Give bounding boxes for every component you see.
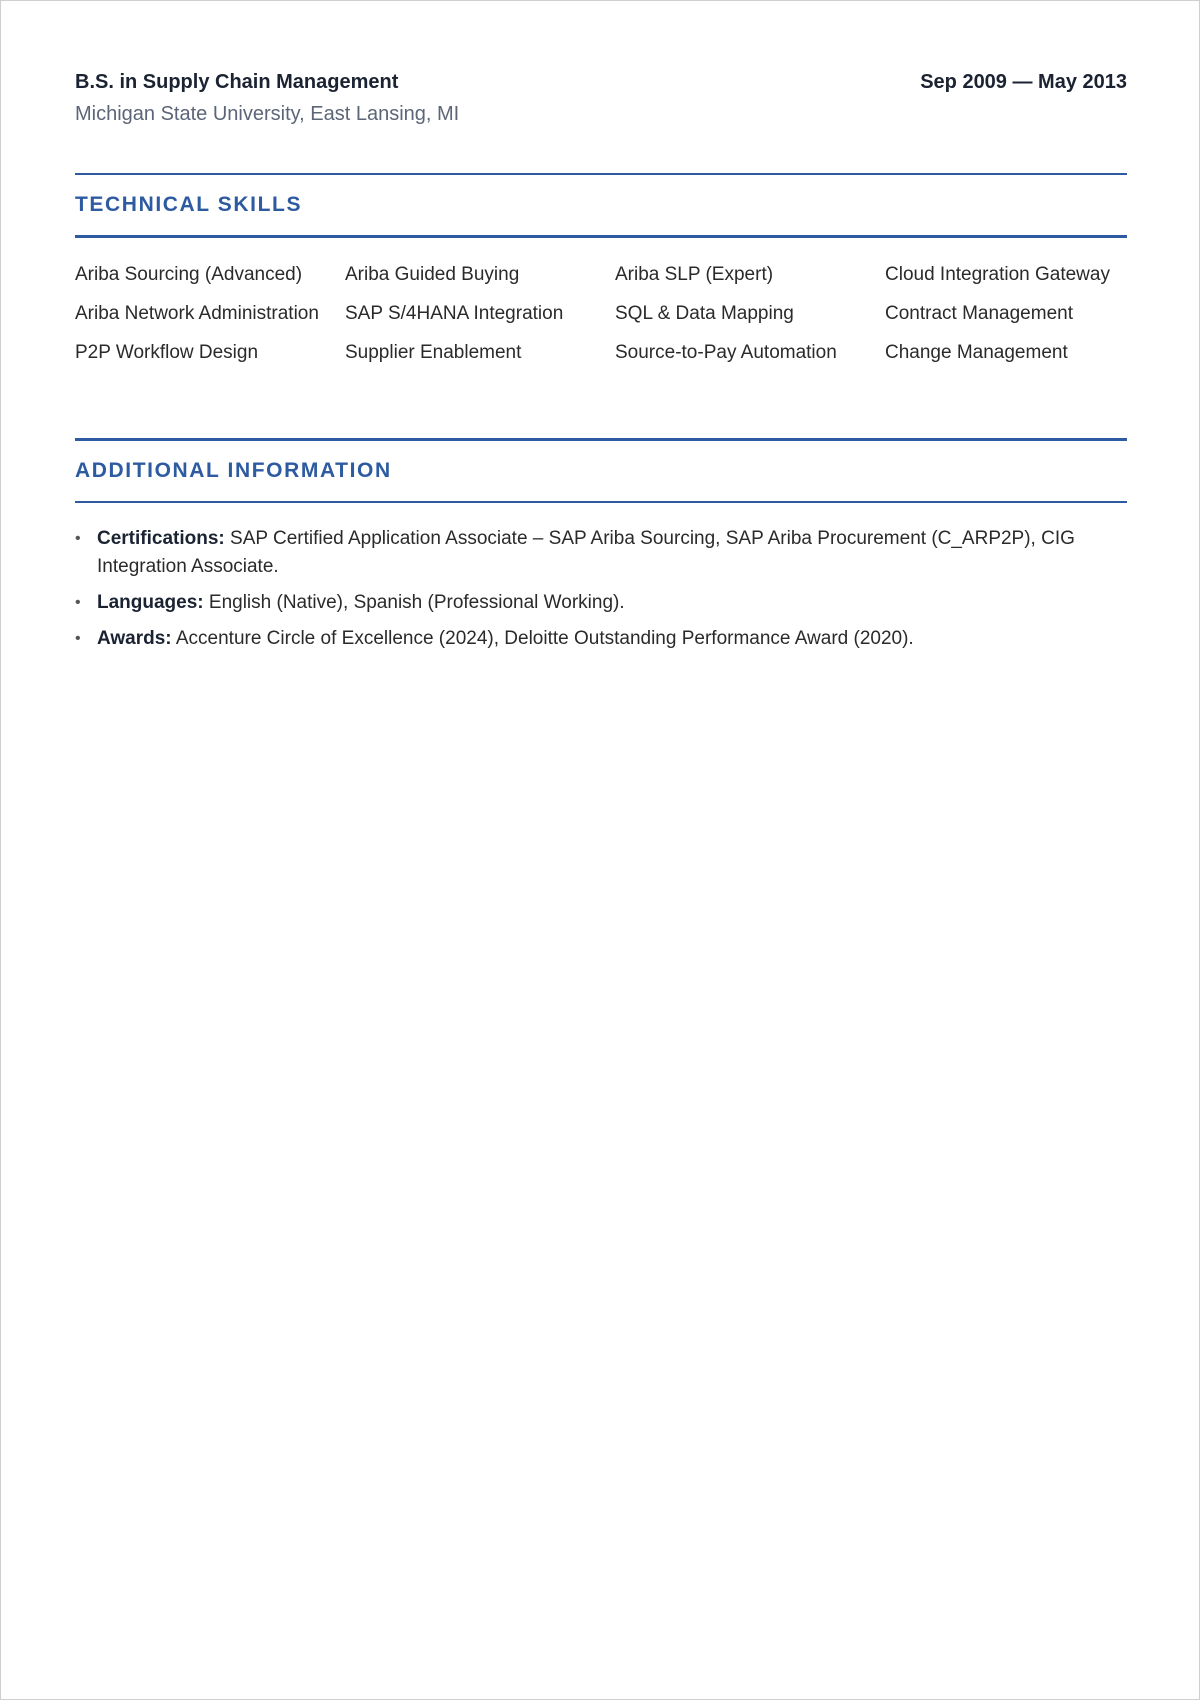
list-item-certifications: [75, 525, 1127, 581]
skill-item: Change Management: [885, 342, 1068, 363]
section-title-technical-skills: TECHNICAL SKILLS: [75, 193, 303, 216]
skill-item: Contract Management: [885, 303, 1073, 324]
skill-item: Ariba Network Administration: [75, 303, 319, 324]
info-text: SAP Certified Application Associate – SAP Ariba Sourcing, SAP Ariba Procurement (C_ARP2P), CIG Integration Associate.: [97, 528, 1075, 577]
skills-grid: [75, 261, 1127, 366]
section-divider-top-skills: [75, 173, 1127, 175]
skill-item: Source-to-Pay Automation: [615, 342, 837, 363]
info-text: English (Native), Spanish (Professional Working).: [203, 592, 625, 613]
skill-item: Ariba Sourcing (Advanced): [75, 264, 303, 285]
bullet-icon: •: [75, 530, 81, 547]
skill-item: P2P Workflow Design: [75, 342, 259, 363]
skill-item: Ariba Guided Buying: [345, 264, 520, 285]
bullet-icon: •: [75, 630, 81, 647]
list-item-awards: [75, 625, 1127, 653]
education-dates: Sep 2009 — May 2013: [920, 71, 1127, 93]
section-divider-bottom-additional: [75, 501, 1127, 503]
additional-info-list: [75, 525, 1127, 661]
education-entry: [75, 71, 1127, 101]
skill-item: Ariba SLP (Expert): [615, 264, 774, 285]
info-text: Accenture Circle of Excellence (2024), Deloitte Outstanding Performance Award (2020).: [171, 628, 914, 649]
section-title-additional-information: ADDITIONAL INFORMATION: [75, 459, 392, 482]
education-school: Michigan State University, East Lansing, MI: [75, 103, 460, 125]
info-label: Languages:: [97, 592, 204, 613]
education-degree: B.S. in Supply Chain Management: [75, 71, 399, 93]
skill-item: SQL & Data Mapping: [615, 303, 794, 324]
skill-item: SAP S/4HANA Integration: [345, 303, 564, 324]
info-label: Certifications:: [97, 528, 225, 549]
skill-item: Supplier Enablement: [345, 342, 522, 363]
list-item-languages: [75, 589, 1127, 617]
bullet-icon: •: [75, 594, 81, 611]
section-divider-bottom-skills: [75, 235, 1127, 238]
skill-item: Cloud Integration Gateway: [885, 264, 1110, 285]
info-label: Awards:: [97, 628, 172, 649]
section-divider-top-additional: [75, 438, 1127, 441]
